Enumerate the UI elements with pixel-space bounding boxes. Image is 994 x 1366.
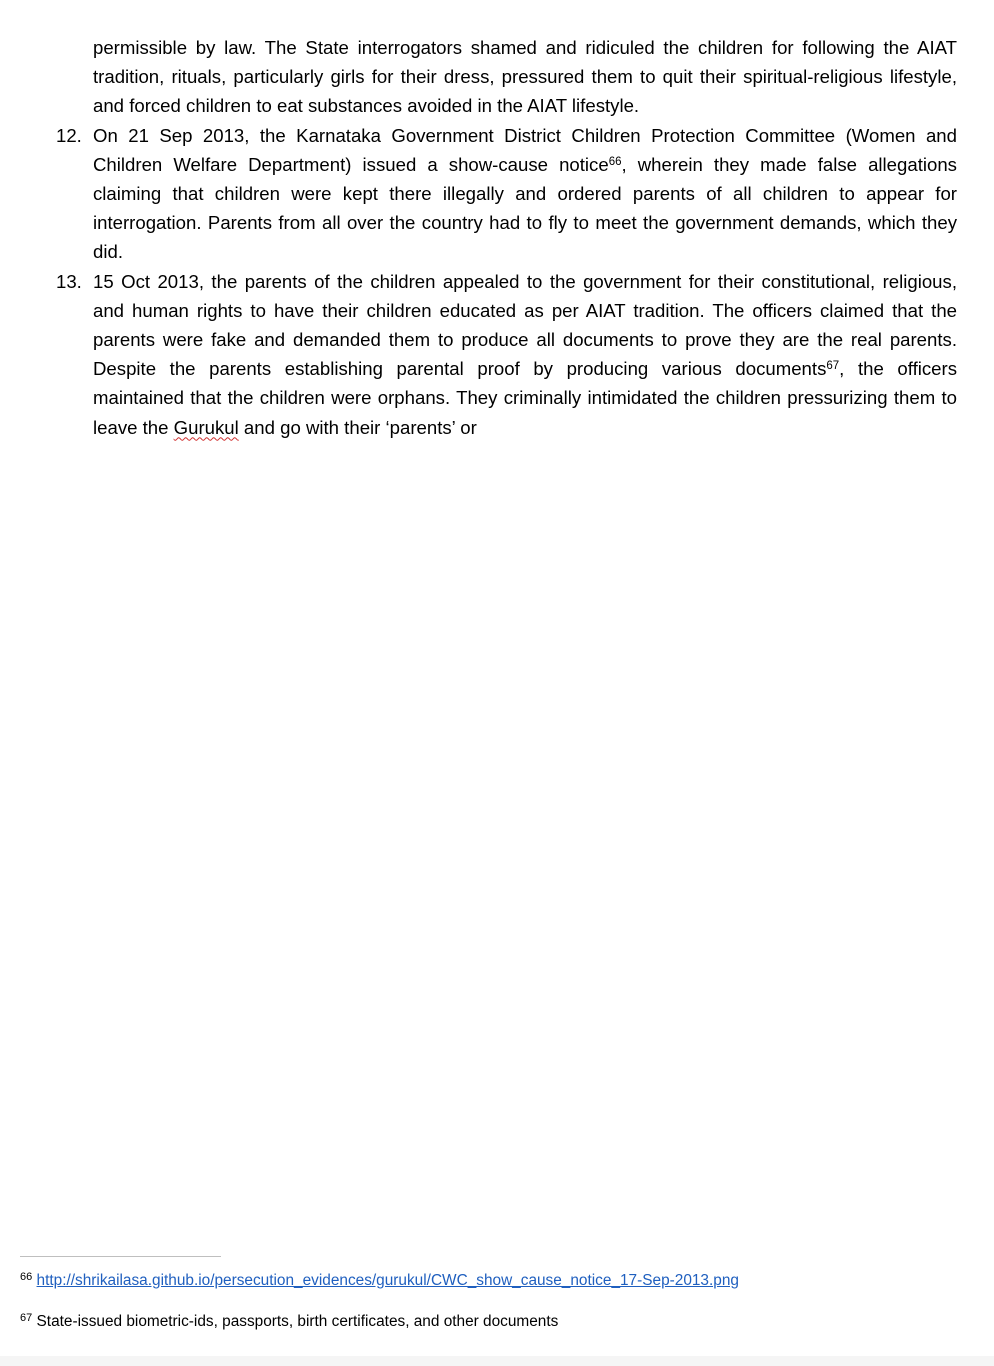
list-item-13 xyxy=(56,267,957,442)
footnote-66 xyxy=(20,1270,960,1292)
footnote-66-link[interactable]: http://shrikailasa.github.io/persecution_evidences/gurukul/CWC_show_cause_notice_17-Sep-2013.png xyxy=(36,1272,739,1289)
footnote-number-66: 66 xyxy=(20,1271,33,1283)
item-13-text-mid: , the officers maintained that the children were orphans. They criminally intimidated the children pressurizing them to leave the xyxy=(93,358,957,438)
footnote-number-67: 67 xyxy=(20,1312,33,1324)
spellcheck-flagged-word[interactable]: Gurukul xyxy=(173,416,239,438)
footnote-ref-67[interactable]: 67 xyxy=(826,360,840,373)
list-item-12 xyxy=(56,121,957,267)
footnote-ref-66[interactable]: 66 xyxy=(608,155,622,168)
footnote-67 xyxy=(20,1311,960,1333)
footnote-67-text: State-issued biometric-ids, passports, birth certificates, and other documents xyxy=(36,1313,559,1330)
page-bottom-edge xyxy=(0,1356,994,1366)
body-text xyxy=(56,33,957,442)
continuation-paragraph xyxy=(56,33,957,121)
footnote-separator xyxy=(20,1256,221,1257)
footnotes xyxy=(20,1270,960,1333)
item-13-text-end: and go with their ‘parents’ or xyxy=(238,416,477,438)
list-number-12: 12. xyxy=(56,124,82,146)
list-number-13: 13. xyxy=(56,270,82,292)
item-12-text-after-ref: , wherein they made false allegations claiming that children were kept there illegally and ordered parents of all children to appear for interrogation. Parents from all over the country had to fly to meet the government demands, which they did. xyxy=(93,153,957,263)
item-12-text-before-ref: On 21 Sep 2013, the Karnataka Government District Children Protection Committee (Women and Children Welfare Department) issued a show-cause notice xyxy=(93,124,957,175)
continuation-text: permissible by law. The State interrogators shamed and ridiculed the children for following the AIAT tradition, rituals, particularly girls for their dress, pressured them to quit their spiritual-religious lifestyle, and forced children to eat substances avoided in the AIAT lifestyle. xyxy=(93,37,957,117)
item-13-text-before-ref: 15 Oct 2013, the parents of the children appealed to the government for their constitutional, religious, and human rights to have their children educated as per AIAT tradition. The officers claimed that the parents were fake and demanded them to produce all documents to prove they are the real parents. Despite the parents establishing parental proof by producing various documents xyxy=(93,270,957,380)
